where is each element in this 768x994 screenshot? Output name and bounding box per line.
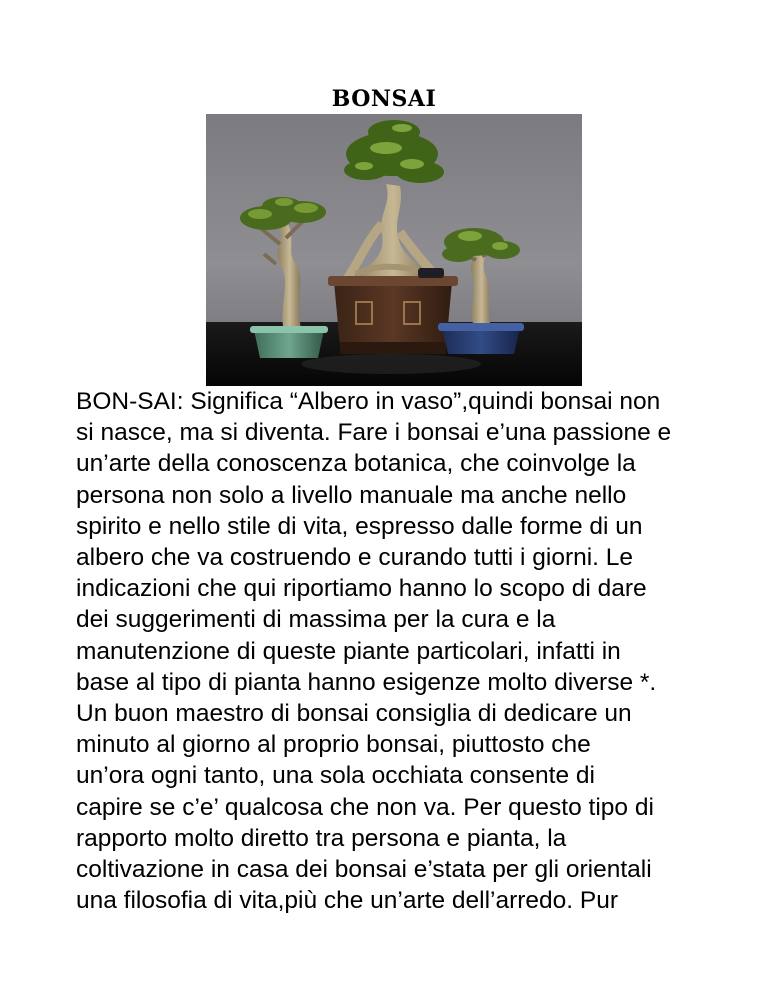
- paragraph-line: si nasce, ma si diventa. Fare i bonsai e’una passione e: [76, 419, 672, 447]
- paragraph-line: persona non solo a livello manuale ma anche nello: [76, 481, 627, 509]
- paragraph-line: coltivazione in casa dei bonsai e’stata per gli orientali: [76, 856, 652, 884]
- paragraph-line: una filosofia di vita,più che un’arte dell’arredo. Pur: [76, 887, 619, 915]
- paragraph-line: un’ora ogni tanto, una sola occhiata consente di: [76, 762, 595, 790]
- paragraph-line: albero che va costruendo e curando tutti i giorni. Le: [76, 544, 634, 572]
- paragraph-line: minuto al giorno al proprio bonsai, piuttosto che: [76, 731, 591, 759]
- paragraph-line: manutenzione di queste piante particolari, infatti in: [76, 637, 621, 665]
- paragraph-line: BON-SAI: Significa “Albero in vaso”,quindi bonsai non: [76, 388, 661, 415]
- paragraph-line: indicazioni che qui riportiamo hanno lo scopo di dare: [76, 575, 647, 603]
- paragraph-line: base al tipo di pianta hanno esigenze molto diverse *.: [76, 668, 657, 696]
- paragraph-line: rapporto molto diretto tra persona e pianta, la: [76, 824, 567, 852]
- paragraph-line: capire se c’e’ qualcosa che non va. Per questo tipo di: [76, 793, 654, 821]
- page-title: BONSAI: [331, 86, 437, 112]
- body-paragraph: [76, 386, 716, 916]
- bonsai-photo: [206, 114, 582, 386]
- paragraph-line: spirito e nello stile di vita, espresso dalle forme di un: [76, 512, 643, 540]
- paragraph-line: dei suggerimenti di massima per la cura e la: [76, 606, 556, 634]
- paragraph-line: un’arte della conoscenza botanica, che coinvolge la: [76, 450, 636, 478]
- paragraph-line: Un buon maestro di bonsai consiglia di dedicare un: [76, 700, 632, 728]
- bonsai-photo-drawing: [206, 114, 582, 386]
